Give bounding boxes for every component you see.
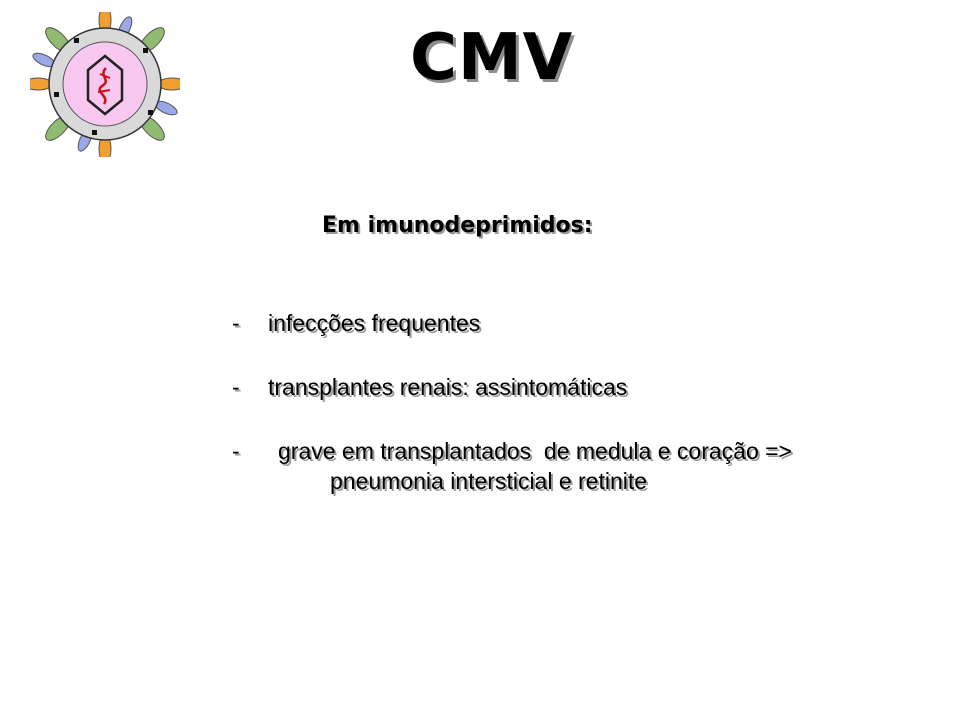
bullet-item xyxy=(232,436,792,496)
bullet-list xyxy=(232,308,792,496)
bullet-marker: - xyxy=(232,310,240,336)
bullet-text: grave em transplantados de medula e coração => xyxy=(278,438,792,464)
bullet-continuation-text: pneumonia intersticial e retinite xyxy=(330,468,648,494)
bullet-item xyxy=(232,372,792,402)
slide-subtitle: Em imunodeprimidos: xyxy=(322,213,593,238)
bullet-marker: - xyxy=(232,438,240,464)
bullet-marker: - xyxy=(232,374,240,400)
bullet-item xyxy=(232,308,792,338)
cytomegalovirus-virion-icon xyxy=(30,12,180,157)
bullet-text: infecções frequentes xyxy=(268,310,481,336)
slide-title: CMV xyxy=(410,21,574,95)
cmv-virus-logo xyxy=(30,12,180,157)
bullet-text: transplantes renais: assintomáticas xyxy=(268,374,628,400)
